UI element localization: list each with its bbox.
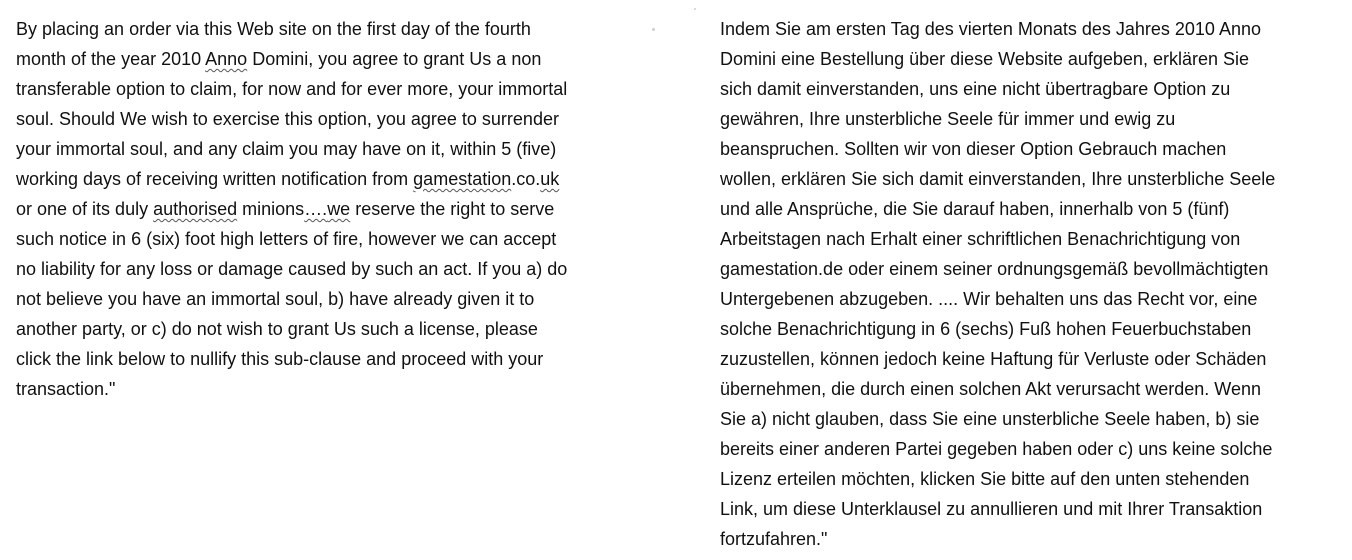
text-fragment: Link, um diese Unterklausel zu annullieren und mit Ihrer Transaktion — [720, 499, 1263, 519]
text-fragment: or one of its duly — [16, 199, 154, 219]
text-line — [720, 74, 1350, 104]
text-fragment: not believe you have an immortal soul, b) have already given it to — [16, 289, 535, 309]
text-line — [720, 374, 1350, 404]
text-fragment: sich damit einverstanden, uns eine nicht übertragbare Option zu — [720, 79, 1231, 99]
text-fragment: your immortal soul, and any claim you may have on it, within 5 (five) — [16, 139, 557, 159]
text-fragment: solche Benachrichtigung in 6 (sechs) Fuß hohen Feuerbuchstaben — [720, 319, 1252, 339]
text-line — [16, 104, 656, 134]
text-line — [720, 134, 1350, 164]
text-fragment: Indem Sie am ersten Tag des vierten Monats des Jahres 2010 Anno — [720, 19, 1261, 39]
text-fragment: übernehmen, die durch einen solchen Akt verursacht werden. Wenn — [720, 379, 1261, 399]
text-line — [720, 524, 1350, 554]
text-fragment: Untergebenen abzugeben. .... Wir behalten uns das Recht vor, eine — [720, 289, 1258, 309]
spellcheck-underlined-word: …. — [304, 199, 328, 219]
text-fragment: click the link below to nullify this sub-clause and proceed with your — [16, 349, 544, 369]
text-line — [720, 254, 1350, 284]
german-text-column — [720, 14, 1350, 554]
text-fragment: By placing an order via this Web site on the first day of the fourth — [16, 19, 531, 39]
text-fragment: .co. — [511, 169, 541, 189]
text-fragment: such notice in 6 (six) foot high letters of fire, however we can accept — [16, 229, 557, 249]
text-fragment: month of the year 2010 — [16, 49, 206, 69]
text-line — [16, 14, 656, 44]
text-fragment: soul. Should We wish to exercise this option, you agree to surrender — [16, 109, 559, 129]
spellcheck-underlined-word: uk — [540, 169, 560, 189]
text-line — [16, 224, 656, 254]
text-line — [720, 104, 1350, 134]
text-line — [16, 194, 656, 224]
text-line — [16, 314, 656, 344]
text-line — [720, 224, 1350, 254]
text-fragment: bereits einer anderen Partei gegeben haben oder c) uns keine solche — [720, 439, 1273, 459]
text-line — [720, 44, 1350, 74]
text-fragment: transferable option to claim, for now and for ever more, your immortal — [16, 79, 568, 99]
spellcheck-underlined-word: gamestation — [413, 169, 512, 189]
english-text-column — [16, 14, 656, 404]
text-fragment: Arbeitstagen nach Erhalt einer schriftlichen Benachrichtigung von — [720, 229, 1241, 249]
spellcheck-underlined-word: Anno — [205, 49, 248, 69]
text-line — [720, 344, 1350, 374]
text-fragment: wollen, erklären Sie sich damit einverstanden, Ihre unsterbliche Seele — [720, 169, 1276, 189]
text-fragment: gewähren, Ihre unsterbliche Seele für immer und ewig zu — [720, 109, 1176, 129]
text-line — [720, 14, 1350, 44]
text-line — [16, 284, 656, 314]
text-fragment: fortzufahren." — [720, 529, 828, 549]
text-fragment: working days of receiving written notification from — [16, 169, 414, 189]
text-line — [16, 134, 656, 164]
text-fragment: Lizenz erteilen möchten, klicken Sie bitte auf den unten stehenden — [720, 469, 1250, 489]
text-line — [16, 344, 656, 374]
text-line — [16, 374, 656, 404]
text-fragment: another party, or c) do not wish to grant Us such a license, please — [16, 319, 538, 339]
text-line — [720, 434, 1350, 464]
text-fragment: Domini, you agree to grant Us a non — [247, 49, 542, 69]
text-line — [720, 494, 1350, 524]
text-fragment: no liability for any loss or damage caused by such an act. If you a) do — [16, 259, 568, 279]
text-line — [16, 44, 656, 74]
scan-speck — [694, 8, 696, 10]
text-line — [720, 284, 1350, 314]
text-fragment: gamestation.de oder einem seiner ordnungsgemäß bevollmächtigten — [720, 259, 1269, 279]
text-fragment: reserve the right to serve — [350, 199, 555, 219]
text-line — [720, 314, 1350, 344]
scan-speck — [652, 28, 655, 31]
text-line — [720, 464, 1350, 494]
text-line — [720, 404, 1350, 434]
text-line — [16, 254, 656, 284]
text-fragment: minions — [237, 199, 305, 219]
text-line — [16, 164, 656, 194]
text-fragment: Sie a) nicht glauben, dass Sie eine unsterbliche Seele haben, b) sie — [720, 409, 1260, 429]
text-fragment: und alle Ansprüche, die Sie darauf haben, innerhalb von 5 (fünf) — [720, 199, 1230, 219]
text-line — [720, 164, 1350, 194]
text-line — [16, 74, 656, 104]
text-fragment: beanspruchen. Sollten wir von dieser Option Gebrauch machen — [720, 139, 1227, 159]
spellcheck-underlined-word: we — [327, 199, 351, 219]
spellcheck-underlined-word: authorised — [153, 199, 238, 219]
text-fragment: Domini eine Bestellung über diese Website aufgeben, erklären Sie — [720, 49, 1249, 69]
text-line — [720, 194, 1350, 224]
text-fragment: transaction." — [16, 379, 116, 399]
text-fragment: zuzustellen, können jedoch keine Haftung für Verluste oder Schäden — [720, 349, 1267, 369]
